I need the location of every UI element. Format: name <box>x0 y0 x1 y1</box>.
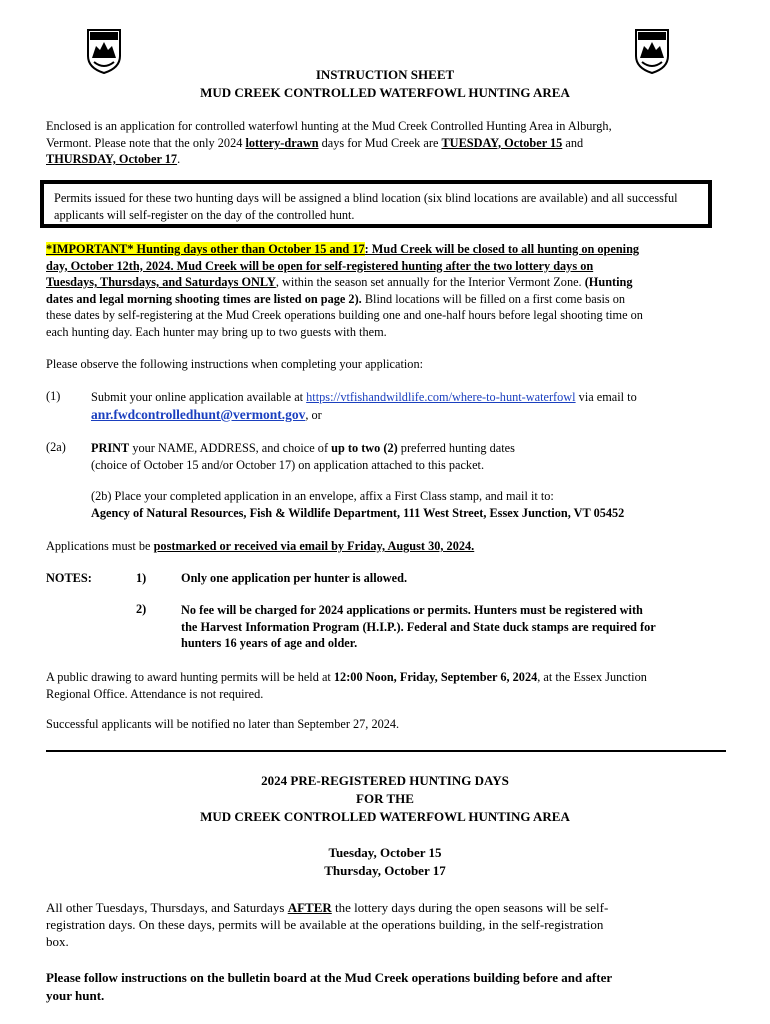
section2-title-3: MUD CREEK CONTROLLED WATERFOWL HUNTING AREA <box>200 809 570 824</box>
self-registration-paragraph: All other Tuesdays, Thursdays, and Saturdays AFTER the lottery days during the open seasons will be self- registration days. On these days, permits will be available at the operations building, in the self-registration box. <box>46 900 609 949</box>
section2-title-1: 2024 PRE-REGISTERED HUNTING DAYS <box>261 773 509 788</box>
page-title: INSTRUCTION SHEET <box>315 67 455 82</box>
bulletin-instructions: Please follow instructions on the bulletin board at the Mud Creek operations building before and after your hunt. <box>46 970 613 1003</box>
important-line-2: day, October 12th, 2024. Mud Creek will be open for self-registered hunting after the two lottery days on <box>46 258 594 273</box>
note-1-text: Only one application per hunter is allowed. <box>181 571 408 585</box>
important-line-4: dates and legal morning shooting times are listed on page 2). Blind locations will be filled on a first come basis on <box>46 291 626 306</box>
important-line-6: each hunting day. Each hunter may bring up to two guests with them. <box>46 324 387 339</box>
step-1-text: Submit your online application available at https://vtfishandwildlife.com/where-to-hunt-waterfowl via email to anr.fwdcontrolledhunt@vermont.gov, or <box>91 390 637 422</box>
intro-line-2: Vermont. Please note that the only 2024 lottery-drawn days for Mud Creek are TUESDAY, October 15 and <box>46 135 584 150</box>
step-1-number: (1) <box>46 389 61 403</box>
note-1-number: 1) <box>136 571 147 585</box>
deadline-text: Applications must be postmarked or received via email by Friday, August 30, 2024. <box>46 539 475 553</box>
important-line-3: Tuesdays, Thursdays, and Saturdays ONLY, within the season set annually for the Interior Vermont Zone. (Hunting <box>46 275 633 289</box>
important-line-1: *IMPORTANT* Hunting days other than October 15 and 17: Mud Creek will be closed to all hunting on opening <box>46 242 640 256</box>
section-divider <box>46 750 726 752</box>
intro-paragraph <box>46 118 726 168</box>
intro-line-3: THURSDAY, October 17. <box>46 152 181 166</box>
notes-label: NOTES: <box>46 571 92 585</box>
step-2b-text: (2b) Place your completed application in an envelope, affix a First Class stamp, and mail it to: Agency of Natural Resources, Fish & Wildlife Department, 111 West Street, Essex Junction, VT 05452 <box>91 488 731 521</box>
page-subtitle: MUD CREEK CONTROLLED WATERFOWL HUNTING AREA <box>200 85 570 100</box>
observe-text: Please observe the following instructions when completing your application: <box>46 357 424 371</box>
permit-notice-box: Permits issued for these two hunting days will be assigned a blind location (six blind locations are available) and all successful applicants will self-register on the day of the controlled hunt. <box>40 180 712 228</box>
step-2a-number: (2a) <box>46 440 66 454</box>
hunt-day-2: Thursday, October 17 <box>324 863 446 878</box>
note-2-number: 2) <box>136 602 147 616</box>
mailing-address: Agency of Natural Resources, Fish & Wildlife Department, 111 West Street, Essex Junction, VT 05452 <box>91 505 625 520</box>
application-url-link[interactable]: https://vtfishandwildlife.com/where-to-hunt-waterfowl <box>306 390 576 404</box>
notification-text: Successful applicants will be notified no later than September 27, 2024. <box>46 717 400 731</box>
section2-title-2: FOR THE <box>356 791 414 806</box>
drawing-paragraph: A public drawing to award hunting permits will be held at 12:00 Noon, Friday, September 6, 2024, at the Essex Junction Regional Office. Attendance is not required. <box>46 670 647 701</box>
email-link[interactable]: anr.fwdcontrolledhunt@vermont.gov <box>91 406 306 422</box>
important-line-5: these dates by self-registering at the Mud Creek operations building one and one-half hours before legal shooting time on <box>46 308 643 322</box>
note-2-text: No fee will be charged for 2024 applications or permits. Hunters must be registered with the Harvest Information Program (H.I.P.). Federal and State duck stamps are required for hunters 16 years of age and older. <box>181 603 656 650</box>
step-2a-text: PRINT your NAME, ADDRESS, and choice of up to two (2) preferred hunting dates (choice of October 15 and/or October 17) on application attached to this packet. <box>91 441 515 472</box>
important-paragraph <box>46 241 726 340</box>
intro-line-1: Enclosed is an application for controlled waterfowl hunting at the Mud Creek Controlled Hunting Area in Alburgh, <box>46 119 612 133</box>
hunt-day-1: Tuesday, October 15 <box>328 845 442 860</box>
